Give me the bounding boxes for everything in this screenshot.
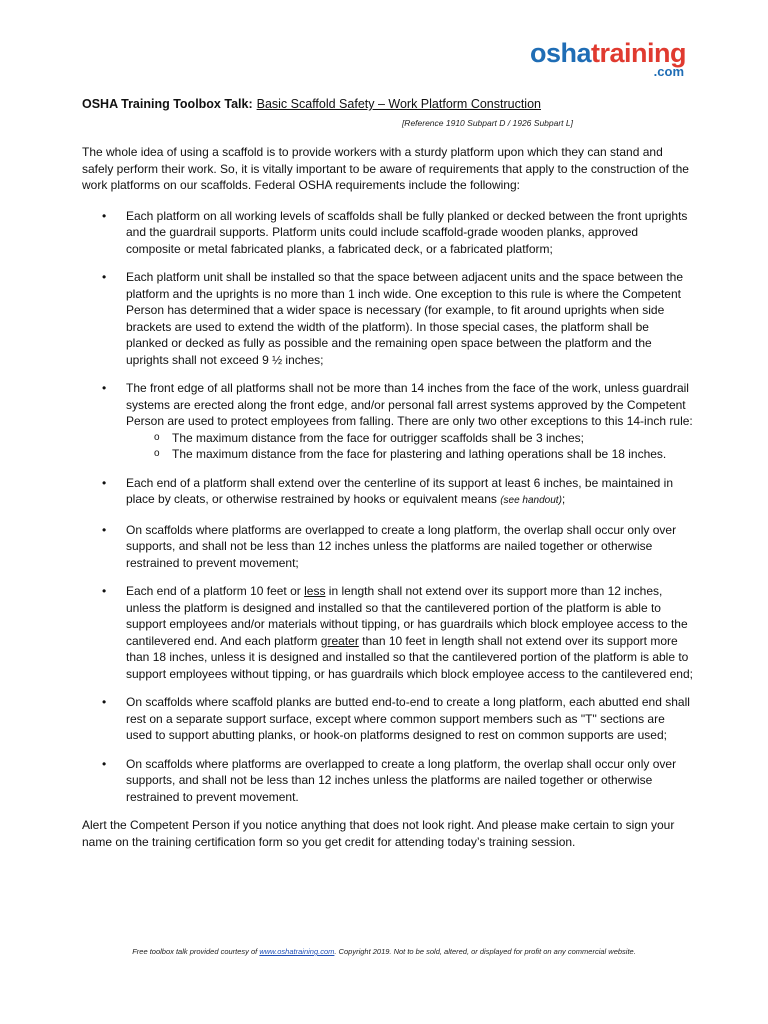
- list-item: [82, 756, 694, 806]
- sub-list-item-text: The maximum distance from the face for outrigger scaffolds shall be 3 inches;: [172, 430, 584, 445]
- underlined-greater: greater: [320, 633, 359, 648]
- list-item: [82, 269, 694, 368]
- underlined-less: less: [304, 584, 326, 598]
- list-item: [82, 694, 694, 744]
- list-item-text: On scaffolds where platforms are overlapped to create a long platform, the overlap shall occur only over supports, and shall not be less than 12 inches unless the platforms are nailed together or otherwise restrained to prevent movement.: [126, 756, 677, 804]
- title-subject: Basic Scaffold Safety – Work Platform Construction: [256, 97, 541, 111]
- logo-training-text: training: [591, 38, 686, 68]
- oshatraining-logo[interactable]: [530, 40, 686, 78]
- list-item-text: [126, 584, 693, 681]
- list-item-text: On scaffolds where platforms are overlapped to create a long platform, the overlap shall occur only over supports, and shall not be less than 12 inches unless the platforms are nailed together or otherwise restrained to prevent movement;: [126, 522, 677, 570]
- reference-note: [Reference 1910 Subpart D / 1926 Subpart L]: [401, 118, 573, 128]
- bullet-icon: •: [102, 475, 107, 490]
- see-handout-note: (see handout): [500, 495, 562, 506]
- list-item: [82, 583, 694, 682]
- list-item-text: Each platform unit shall be installed so that the space between adjacent units and the space between the platform and the uprights is no more than 1 inch wide. One exception to this rule is where the Competent Person has determined that a wider space is necessary (for example, to fit around uprights when side brackets are used to extend the width of the platform). In those special cases, the platform shall be planked or decked as fully as possible and the remaining open space between the platform and the uprights shall not exceed 9 ½ inches;: [126, 270, 684, 367]
- sub-list: [126, 430, 694, 463]
- document-body: [82, 144, 694, 864]
- logo-com-text: .com: [653, 64, 684, 79]
- circle-bullet-icon: o: [154, 448, 160, 459]
- footer-link[interactable]: www.oshatraining.com: [259, 947, 335, 956]
- logo-osha-text: osha: [529, 38, 591, 68]
- footer-note: [0, 947, 768, 956]
- sub-list-item: [154, 446, 694, 463]
- title-label: OSHA Training Toolbox Talk:: [82, 97, 253, 111]
- list-item: [82, 380, 694, 463]
- bullet-icon: •: [102, 522, 107, 537]
- list-item-text: On scaffolds where scaffold planks are butted end-to-end to create a long platform, each abutted end shall rest on a separate support surface, except where common support members such as "T" sections are used to support abutting planks, or hook-on platforms designed to rest on common supports are used;: [126, 695, 690, 742]
- footer-prefix: Free toolbox talk provided courtesy of: [132, 947, 260, 956]
- text-segment: in length shall not extend over its support more than 12 inches, unless the platform is designed and installed so that the cantilevered portion of the platform is able to support employees and/or materials without tipping, or has guardrails which block employee access to the cantilevered end. And each platform: [126, 584, 688, 648]
- circle-bullet-icon: o: [154, 431, 160, 443]
- list-item: [82, 208, 694, 258]
- bullet-icon: •: [102, 208, 107, 223]
- sub-list-item-text: The maximum distance from the face for plastering and lathing operations shall be 18 inches.: [172, 447, 667, 461]
- footer-suffix: . Copyright 2019. Not to be sold, altered, or displayed for profit on any commercial website.: [334, 947, 636, 956]
- list-item-text: [126, 476, 673, 507]
- document-title: [82, 97, 541, 111]
- bullet-icon: •: [102, 270, 107, 284]
- bullet-icon: •: [102, 756, 107, 771]
- list-item: [82, 475, 694, 510]
- list-item-text-main: Each end of a platform shall extend over the centerline of its support at least 6 inches, be maintained in place by cleats, or otherwise restrained by hooks or equivalent means: [126, 475, 673, 506]
- bullet-icon: •: [102, 584, 107, 598]
- bullet-icon: •: [102, 695, 107, 709]
- sub-list-item: [154, 430, 694, 447]
- list-item-text-end: ;: [561, 492, 566, 506]
- list-item-text: Each platform on all working levels of scaffolds shall be fully planked or decked between the front uprights and the guardrail supports. Platform units could include scaffold-grade wooden planks, approved composite or metal fabricated planks, a fabricated deck, or a fabricated platform;: [126, 208, 688, 256]
- text-segment: than 10 feet in length shall not extend over its support more than 18 inches, unless it is designed and installed so that the cantilevered portion of the platform is able to support employees without tipping, or has guardrails which block employee access to the cantilevered end;: [126, 633, 693, 681]
- intro-paragraph: The whole idea of using a scaffold is to provide workers with a sturdy platform upon which they can stand and safely perform their work. So, it is vitally important to be aware of requirements that apply to the construction of the work platforms on our scaffolds. Federal OSHA requirements include the following:: [82, 145, 689, 192]
- list-item-text: The front edge of all platforms shall not be more than 14 inches from the face of the work, unless guardrail systems are erected along the front edge, and/or personal fall arrest systems approved by the Competent Person are used to protect employees from falling. There are only two other exceptions to this 14-inch rule:: [126, 381, 693, 428]
- text-segment: Each end of a platform 10 feet or: [126, 584, 305, 598]
- list-item: [82, 522, 694, 572]
- bullet-icon: •: [102, 381, 107, 395]
- requirements-list: [82, 208, 694, 806]
- closing-paragraph: Alert the Competent Person if you notice anything that does not look right. And please make certain to sign your name on the training certification form so you get credit for attending today’s training session.: [82, 818, 675, 849]
